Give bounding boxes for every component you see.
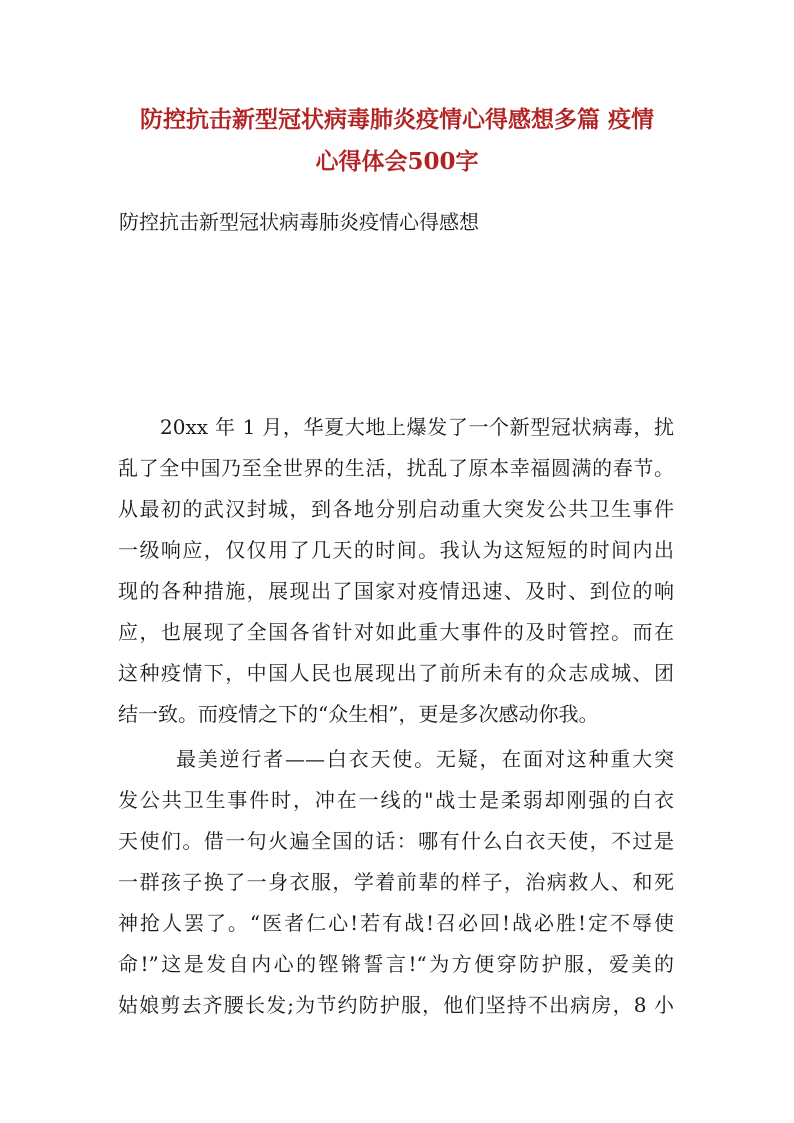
paragraph-2-line-4: 一群孩子换了一身衣服，学着前辈的样子，治病救人、和死 (118, 870, 674, 894)
paragraph-2-line-6: 命!”这是发自内心的铿锵誓言!“为方便穿防护服，爱美的 (118, 952, 674, 976)
document-title-line-2: 心得体会500字 (315, 148, 479, 175)
paragraph-1-line-6: 应，也展现了全国各省针对如此重大事件的及时管控。而在 (118, 620, 674, 644)
paragraph-1-line-8: 结一致。而疫情之下的“众生相”，更是多次感动你我。 (118, 702, 599, 726)
paragraph-1-line-4: 一级响应，仅仅用了几天的时间。我认为这短短的时间内出 (118, 538, 674, 562)
document-subtitle: 防控抗击新型冠状病毒肺炎疫情心得感想 (119, 210, 479, 234)
paragraph-2-line-3: 天使们。借一句火遍全国的话：哪有什么白衣天使，不过是 (118, 829, 674, 853)
paragraph-2-line-2: 发公共卫生事件时，冲在一线的"战士是柔弱却刚强的白衣 (118, 788, 674, 812)
paragraph-2-line-1: 最美逆行者——白衣天使。无疑，在面对这种重大突 (176, 747, 674, 771)
paragraph-1-line-5: 现的各种措施，展现出了国家对疫情迅速、及时、到位的响 (118, 579, 674, 603)
paragraph-1-line-2: 乱了全中国乃至全世界的生活，扰乱了原本幸福圆满的春节。 (118, 456, 674, 480)
paragraph-1-line-7: 这种疫情下，中国人民也展现出了前所未有的众志成城、团 (118, 661, 674, 685)
document-title-line-1: 防控抗击新型冠状病毒肺炎疫情心得感想多篇 疫情 (139, 106, 654, 133)
paragraph-2-line-7: 姑娘剪去齐腰长发;为节约防护服，他们坚持不出病房，8 小 (118, 993, 674, 1017)
paragraph-1-line-3: 从最初的武汉封城，到各地分别启动重大突发公共卫生事件 (118, 497, 674, 521)
paragraph-2-line-5: 神抢人罢了。“医者仁心!若有战!召必回!战必胜!定不辱使 (118, 911, 674, 935)
paragraph-1-line-1: 20xx 年 1 月，华夏大地上爆发了一个新型冠状病毒，扰 (160, 415, 674, 439)
